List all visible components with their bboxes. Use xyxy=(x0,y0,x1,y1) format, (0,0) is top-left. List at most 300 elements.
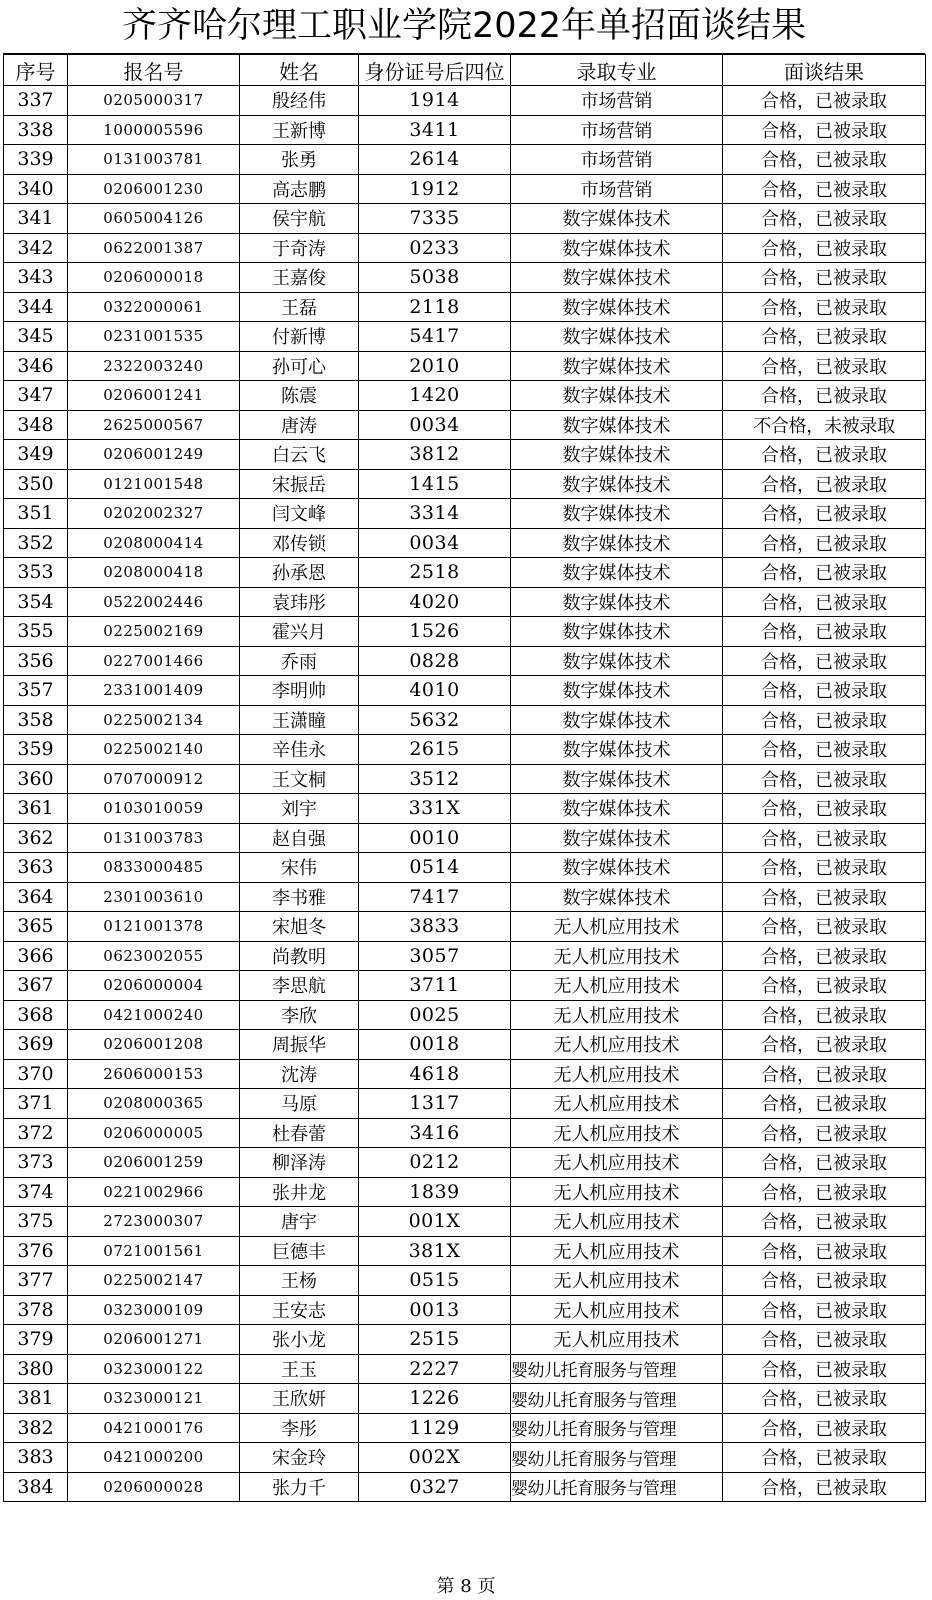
cell-major: 婴幼儿托育服务与管理 xyxy=(511,1443,723,1473)
cell-result: 合格，已被录取 xyxy=(723,587,926,617)
cell-name: 柳泽涛 xyxy=(240,1148,359,1178)
cell-registration-no: 0225002169 xyxy=(68,617,240,647)
cell-result: 合格，已被录取 xyxy=(723,912,926,942)
cell-seq: 380 xyxy=(4,1354,68,1384)
cell-major: 无人机应用技术 xyxy=(511,1148,723,1178)
cell-registration-no: 1000005596 xyxy=(68,115,240,145)
cell-id-last-four: 2010 xyxy=(359,351,511,381)
cell-registration-no: 2301003610 xyxy=(68,882,240,912)
cell-id-last-four: 2614 xyxy=(359,145,511,175)
cell-name: 张力千 xyxy=(240,1472,359,1502)
cell-seq: 368 xyxy=(4,1000,68,1030)
cell-major: 市场营销 xyxy=(511,174,723,204)
cell-name: 宋伟 xyxy=(240,853,359,883)
cell-result: 合格，已被录取 xyxy=(723,1384,926,1414)
cell-name: 刘宇 xyxy=(240,794,359,824)
table-row xyxy=(4,971,926,1001)
cell-major: 无人机应用技术 xyxy=(511,1295,723,1325)
cell-id-last-four: 5417 xyxy=(359,322,511,352)
cell-seq: 348 xyxy=(4,410,68,440)
cell-name: 马原 xyxy=(240,1089,359,1119)
cell-result: 合格，已被录取 xyxy=(723,204,926,234)
cell-result: 合格，已被录取 xyxy=(723,440,926,470)
cell-seq: 360 xyxy=(4,764,68,794)
cell-name: 赵自强 xyxy=(240,823,359,853)
table-row xyxy=(4,1030,926,1060)
table-row xyxy=(4,1266,926,1296)
cell-seq: 370 xyxy=(4,1059,68,1089)
cell-id-last-four: 0212 xyxy=(359,1148,511,1178)
cell-registration-no: 0833000485 xyxy=(68,853,240,883)
cell-major: 数字媒体技术 xyxy=(511,764,723,794)
header-seq: 序号 xyxy=(4,55,68,86)
cell-result: 合格，已被录取 xyxy=(723,292,926,322)
cell-result: 合格，已被录取 xyxy=(723,617,926,647)
cell-seq: 359 xyxy=(4,735,68,765)
cell-major: 数字媒体技术 xyxy=(511,853,723,883)
cell-registration-no: 0522002446 xyxy=(68,587,240,617)
cell-major: 数字媒体技术 xyxy=(511,705,723,735)
cell-seq: 352 xyxy=(4,528,68,558)
table-row xyxy=(4,617,926,647)
cell-name: 王文桐 xyxy=(240,764,359,794)
cell-seq: 383 xyxy=(4,1443,68,1473)
cell-registration-no: 0121001548 xyxy=(68,469,240,499)
cell-registration-no: 2606000153 xyxy=(68,1059,240,1089)
cell-name: 王杨 xyxy=(240,1266,359,1296)
cell-major: 无人机应用技术 xyxy=(511,1325,723,1355)
cell-registration-no: 2723000307 xyxy=(68,1207,240,1237)
cell-major: 数字媒体技术 xyxy=(511,882,723,912)
cell-registration-no: 0202002327 xyxy=(68,499,240,529)
cell-name: 宋旭冬 xyxy=(240,912,359,942)
table-body xyxy=(4,86,926,1502)
cell-major: 数字媒体技术 xyxy=(511,233,723,263)
cell-major: 数字媒体技术 xyxy=(511,440,723,470)
cell-result: 合格，已被录取 xyxy=(723,1325,926,1355)
cell-id-last-four: 001X xyxy=(359,1207,511,1237)
cell-seq: 341 xyxy=(4,204,68,234)
cell-id-last-four: 3512 xyxy=(359,764,511,794)
cell-result: 合格，已被录取 xyxy=(723,145,926,175)
cell-registration-no: 0206000028 xyxy=(68,1472,240,1502)
cell-major: 数字媒体技术 xyxy=(511,204,723,234)
header-row xyxy=(4,55,926,86)
cell-seq: 365 xyxy=(4,912,68,942)
cell-id-last-four: 1226 xyxy=(359,1384,511,1414)
cell-result: 合格，已被录取 xyxy=(723,1059,926,1089)
cell-major: 无人机应用技术 xyxy=(511,1089,723,1119)
cell-result: 合格，已被录取 xyxy=(723,764,926,794)
table-row xyxy=(4,145,926,175)
table-row xyxy=(4,1443,926,1473)
table-row xyxy=(4,381,926,411)
table-row xyxy=(4,558,926,588)
cell-major: 无人机应用技术 xyxy=(511,1207,723,1237)
header-registration-no: 报名号 xyxy=(68,55,240,86)
cell-id-last-four: 7335 xyxy=(359,204,511,234)
table-row xyxy=(4,440,926,470)
table-row xyxy=(4,1118,926,1148)
cell-result: 合格，已被录取 xyxy=(723,499,926,529)
cell-id-last-four: 4010 xyxy=(359,676,511,706)
table-row xyxy=(4,1148,926,1178)
cell-registration-no: 0721001561 xyxy=(68,1236,240,1266)
table-row xyxy=(4,1089,926,1119)
cell-seq: 371 xyxy=(4,1089,68,1119)
cell-registration-no: 0231001535 xyxy=(68,322,240,352)
cell-seq: 355 xyxy=(4,617,68,647)
cell-name: 王新博 xyxy=(240,115,359,145)
table-row xyxy=(4,853,926,883)
cell-name: 尚教明 xyxy=(240,941,359,971)
cell-id-last-four: 002X xyxy=(359,1443,511,1473)
cell-major: 数字媒体技术 xyxy=(511,794,723,824)
cell-result: 合格，已被录取 xyxy=(723,1472,926,1502)
cell-name: 于奇涛 xyxy=(240,233,359,263)
table-row xyxy=(4,499,926,529)
cell-id-last-four: 0034 xyxy=(359,410,511,440)
cell-result: 合格，已被录取 xyxy=(723,1177,926,1207)
table-row xyxy=(4,351,926,381)
cell-name: 殷经伟 xyxy=(240,86,359,116)
cell-name: 霍兴月 xyxy=(240,617,359,647)
cell-result: 合格，已被录取 xyxy=(723,322,926,352)
cell-registration-no: 2331001409 xyxy=(68,676,240,706)
cell-id-last-four: 4618 xyxy=(359,1059,511,1089)
cell-name: 邓传锁 xyxy=(240,528,359,558)
cell-name: 宋金玲 xyxy=(240,1443,359,1473)
cell-seq: 379 xyxy=(4,1325,68,1355)
cell-result: 合格，已被录取 xyxy=(723,528,926,558)
cell-id-last-four: 2515 xyxy=(359,1325,511,1355)
cell-result: 合格，已被录取 xyxy=(723,794,926,824)
cell-registration-no: 0206001241 xyxy=(68,381,240,411)
table-row xyxy=(4,322,926,352)
table-row xyxy=(4,1059,926,1089)
cell-name: 李彤 xyxy=(240,1413,359,1443)
cell-name: 张勇 xyxy=(240,145,359,175)
cell-seq: 339 xyxy=(4,145,68,175)
page-footer: 第 8 页 xyxy=(436,1576,496,1597)
cell-id-last-four: 0515 xyxy=(359,1266,511,1296)
cell-major: 数字媒体技术 xyxy=(511,587,723,617)
cell-registration-no: 2322003240 xyxy=(68,351,240,381)
cell-result: 合格，已被录取 xyxy=(723,1000,926,1030)
cell-id-last-four: 1317 xyxy=(359,1089,511,1119)
cell-seq: 382 xyxy=(4,1413,68,1443)
cell-major: 数字媒体技术 xyxy=(511,292,723,322)
cell-id-last-four: 1914 xyxy=(359,86,511,116)
cell-registration-no: 0225002134 xyxy=(68,705,240,735)
cell-id-last-four: 0828 xyxy=(359,646,511,676)
cell-result: 合格，已被录取 xyxy=(723,1236,926,1266)
cell-id-last-four: 3812 xyxy=(359,440,511,470)
cell-id-last-four: 0514 xyxy=(359,853,511,883)
cell-seq: 381 xyxy=(4,1384,68,1414)
cell-name: 王嘉俊 xyxy=(240,263,359,293)
cell-seq: 343 xyxy=(4,263,68,293)
cell-registration-no: 0623002055 xyxy=(68,941,240,971)
table-row xyxy=(4,1177,926,1207)
cell-result: 合格，已被录取 xyxy=(723,971,926,1001)
cell-major: 数字媒体技术 xyxy=(511,528,723,558)
header-name: 姓名 xyxy=(240,55,359,86)
cell-seq: 338 xyxy=(4,115,68,145)
cell-id-last-four: 0010 xyxy=(359,823,511,853)
cell-result: 不合格，未被录取 xyxy=(723,410,926,440)
cell-result: 合格，已被录取 xyxy=(723,351,926,381)
cell-seq: 367 xyxy=(4,971,68,1001)
cell-major: 数字媒体技术 xyxy=(511,322,723,352)
cell-registration-no: 0323000122 xyxy=(68,1354,240,1384)
cell-result: 合格，已被录取 xyxy=(723,1295,926,1325)
table-row xyxy=(4,794,926,824)
header-id-last-four: 身份证号后四位 xyxy=(359,55,511,86)
cell-result: 合格，已被录取 xyxy=(723,381,926,411)
table-row xyxy=(4,292,926,322)
cell-name: 孙可心 xyxy=(240,351,359,381)
cell-result: 合格，已被录取 xyxy=(723,1354,926,1384)
cell-major: 数字媒体技术 xyxy=(511,381,723,411)
cell-result: 合格，已被录取 xyxy=(723,115,926,145)
cell-result: 合格，已被录取 xyxy=(723,1266,926,1296)
cell-seq: 376 xyxy=(4,1236,68,1266)
table-row xyxy=(4,823,926,853)
table-row xyxy=(4,764,926,794)
cell-result: 合格，已被录取 xyxy=(723,469,926,499)
cell-seq: 350 xyxy=(4,469,68,499)
cell-seq: 372 xyxy=(4,1118,68,1148)
cell-major: 市场营销 xyxy=(511,115,723,145)
cell-name: 张小龙 xyxy=(240,1325,359,1355)
cell-registration-no: 0206001249 xyxy=(68,440,240,470)
cell-registration-no: 0206001230 xyxy=(68,174,240,204)
cell-name: 王磊 xyxy=(240,292,359,322)
cell-seq: 369 xyxy=(4,1030,68,1060)
cell-seq: 378 xyxy=(4,1295,68,1325)
cell-major: 婴幼儿托育服务与管理 xyxy=(511,1384,723,1414)
cell-result: 合格，已被录取 xyxy=(723,735,926,765)
cell-name: 唐宇 xyxy=(240,1207,359,1237)
cell-name: 王欣妍 xyxy=(240,1384,359,1414)
cell-registration-no: 0206001271 xyxy=(68,1325,240,1355)
cell-result: 合格，已被录取 xyxy=(723,941,926,971)
cell-registration-no: 0208000418 xyxy=(68,558,240,588)
cell-seq: 347 xyxy=(4,381,68,411)
cell-registration-no: 0421000200 xyxy=(68,1443,240,1473)
cell-registration-no: 0605004126 xyxy=(68,204,240,234)
cell-registration-no: 0206000004 xyxy=(68,971,240,1001)
cell-name: 张井龙 xyxy=(240,1177,359,1207)
table-row xyxy=(4,1325,926,1355)
cell-seq: 377 xyxy=(4,1266,68,1296)
cell-result: 合格，已被录取 xyxy=(723,676,926,706)
cell-id-last-four: 1420 xyxy=(359,381,511,411)
cell-id-last-four: 3411 xyxy=(359,115,511,145)
cell-seq: 344 xyxy=(4,292,68,322)
cell-id-last-four: 5632 xyxy=(359,705,511,735)
cell-name: 周振华 xyxy=(240,1030,359,1060)
table-row xyxy=(4,528,926,558)
cell-id-last-four: 4020 xyxy=(359,587,511,617)
cell-seq: 357 xyxy=(4,676,68,706)
cell-major: 无人机应用技术 xyxy=(511,1030,723,1060)
cell-id-last-four: 2615 xyxy=(359,735,511,765)
cell-registration-no: 2625000567 xyxy=(68,410,240,440)
cell-name: 唐涛 xyxy=(240,410,359,440)
cell-major: 无人机应用技术 xyxy=(511,1236,723,1266)
table-row xyxy=(4,587,926,617)
cell-result: 合格，已被录取 xyxy=(723,1030,926,1060)
cell-id-last-four: 3416 xyxy=(359,1118,511,1148)
cell-result: 合格，已被录取 xyxy=(723,853,926,883)
page-title: 齐齐哈尔理工职业学院2022年单招面谈结果 xyxy=(3,0,925,54)
table-row xyxy=(4,1413,926,1443)
cell-major: 数字媒体技术 xyxy=(511,617,723,647)
cell-id-last-four: 0018 xyxy=(359,1030,511,1060)
cell-seq: 361 xyxy=(4,794,68,824)
cell-registration-no: 0421000176 xyxy=(68,1413,240,1443)
cell-id-last-four: 331X xyxy=(359,794,511,824)
cell-major: 数字媒体技术 xyxy=(511,558,723,588)
cell-major: 无人机应用技术 xyxy=(511,1059,723,1089)
table-row xyxy=(4,1236,926,1266)
cell-seq: 353 xyxy=(4,558,68,588)
cell-major: 无人机应用技术 xyxy=(511,1118,723,1148)
cell-major: 数字媒体技术 xyxy=(511,410,723,440)
cell-seq: 354 xyxy=(4,587,68,617)
cell-major: 数字媒体技术 xyxy=(511,499,723,529)
table-row xyxy=(4,1295,926,1325)
cell-registration-no: 0323000109 xyxy=(68,1295,240,1325)
table-row xyxy=(4,174,926,204)
cell-result: 合格，已被录取 xyxy=(723,263,926,293)
cell-seq: 349 xyxy=(4,440,68,470)
cell-id-last-four: 0233 xyxy=(359,233,511,263)
table-row xyxy=(4,86,926,116)
cell-major: 数字媒体技术 xyxy=(511,676,723,706)
cell-id-last-four: 3833 xyxy=(359,912,511,942)
cell-major: 数字媒体技术 xyxy=(511,823,723,853)
cell-seq: 364 xyxy=(4,882,68,912)
cell-name: 乔雨 xyxy=(240,646,359,676)
cell-seq: 351 xyxy=(4,499,68,529)
table-row xyxy=(4,469,926,499)
table-row xyxy=(4,204,926,234)
cell-major: 市场营销 xyxy=(511,145,723,175)
cell-registration-no: 0622001387 xyxy=(68,233,240,263)
cell-seq: 374 xyxy=(4,1177,68,1207)
cell-result: 合格，已被录取 xyxy=(723,646,926,676)
cell-name: 王安志 xyxy=(240,1295,359,1325)
results-sheet xyxy=(3,0,925,1502)
cell-seq: 345 xyxy=(4,322,68,352)
cell-name: 宋振岳 xyxy=(240,469,359,499)
table-row xyxy=(4,912,926,942)
cell-result: 合格，已被录取 xyxy=(723,1089,926,1119)
cell-major: 无人机应用技术 xyxy=(511,1177,723,1207)
cell-major: 市场营销 xyxy=(511,86,723,116)
cell-name: 杜春蕾 xyxy=(240,1118,359,1148)
cell-id-last-four: 2227 xyxy=(359,1354,511,1384)
cell-registration-no: 0131003783 xyxy=(68,823,240,853)
cell-registration-no: 0208000365 xyxy=(68,1089,240,1119)
cell-result: 合格，已被录取 xyxy=(723,558,926,588)
cell-id-last-four: 3711 xyxy=(359,971,511,1001)
cell-name: 闫文峰 xyxy=(240,499,359,529)
cell-registration-no: 0206000018 xyxy=(68,263,240,293)
cell-name: 李思航 xyxy=(240,971,359,1001)
cell-major: 数字媒体技术 xyxy=(511,351,723,381)
cell-name: 王玉 xyxy=(240,1354,359,1384)
cell-id-last-four: 7417 xyxy=(359,882,511,912)
cell-id-last-four: 0013 xyxy=(359,1295,511,1325)
cell-name: 巨德丰 xyxy=(240,1236,359,1266)
cell-registration-no: 0206001259 xyxy=(68,1148,240,1178)
cell-major: 无人机应用技术 xyxy=(511,912,723,942)
cell-name: 李书雅 xyxy=(240,882,359,912)
header-major: 录取专业 xyxy=(511,55,723,86)
cell-id-last-four: 0034 xyxy=(359,528,511,558)
table-row xyxy=(4,941,926,971)
cell-major: 婴幼儿托育服务与管理 xyxy=(511,1472,723,1502)
cell-result: 合格，已被录取 xyxy=(723,1148,926,1178)
cell-major: 无人机应用技术 xyxy=(511,941,723,971)
cell-id-last-four: 1839 xyxy=(359,1177,511,1207)
table-row xyxy=(4,1000,926,1030)
cell-major: 数字媒体技术 xyxy=(511,646,723,676)
cell-id-last-four: 3314 xyxy=(359,499,511,529)
cell-seq: 362 xyxy=(4,823,68,853)
cell-result: 合格，已被录取 xyxy=(723,705,926,735)
cell-result: 合格，已被录取 xyxy=(723,86,926,116)
table-row xyxy=(4,676,926,706)
table-row xyxy=(4,1384,926,1414)
cell-registration-no: 0225002140 xyxy=(68,735,240,765)
cell-id-last-four: 2118 xyxy=(359,292,511,322)
table-row xyxy=(4,1207,926,1237)
cell-result: 合格，已被录取 xyxy=(723,1413,926,1443)
cell-name: 李明帅 xyxy=(240,676,359,706)
cell-registration-no: 0322000061 xyxy=(68,292,240,322)
cell-seq: 356 xyxy=(4,646,68,676)
table-row xyxy=(4,115,926,145)
cell-name: 李欣 xyxy=(240,1000,359,1030)
cell-registration-no: 0208000414 xyxy=(68,528,240,558)
cell-id-last-four: 1129 xyxy=(359,1413,511,1443)
cell-result: 合格，已被录取 xyxy=(723,1443,926,1473)
cell-result: 合格，已被录取 xyxy=(723,882,926,912)
cell-id-last-four: 1415 xyxy=(359,469,511,499)
cell-seq: 384 xyxy=(4,1472,68,1502)
table-row xyxy=(4,1354,926,1384)
cell-seq: 366 xyxy=(4,941,68,971)
cell-seq: 373 xyxy=(4,1148,68,1178)
results-table xyxy=(3,54,926,1502)
cell-registration-no: 0103010059 xyxy=(68,794,240,824)
table-row xyxy=(4,233,926,263)
table-row xyxy=(4,882,926,912)
cell-result: 合格，已被录取 xyxy=(723,174,926,204)
table-row xyxy=(4,1472,926,1502)
cell-id-last-four: 3057 xyxy=(359,941,511,971)
cell-name: 辛佳永 xyxy=(240,735,359,765)
cell-name: 付新博 xyxy=(240,322,359,352)
cell-id-last-four: 2518 xyxy=(359,558,511,588)
cell-seq: 358 xyxy=(4,705,68,735)
cell-major: 婴幼儿托育服务与管理 xyxy=(511,1354,723,1384)
